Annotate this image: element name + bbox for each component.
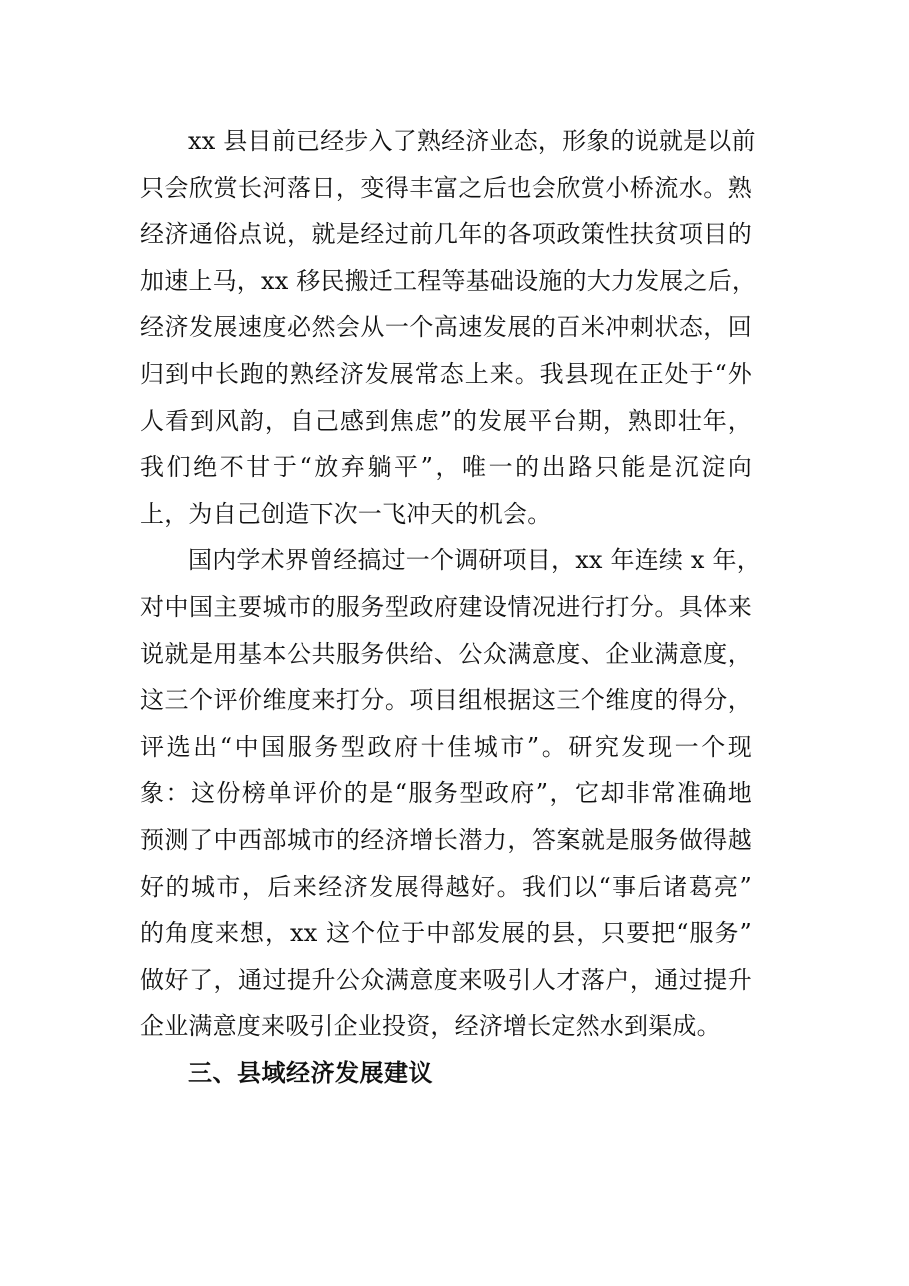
paragraph-line: 的角度来想，xx 这个位于中部发展的县，只要把“服务” bbox=[140, 919, 752, 948]
section-heading: 三、县域经济发展建议 bbox=[188, 1058, 433, 1087]
paragraph-line: 加速上马，xx 移民搬迁工程等基础设施的大力发展之后， bbox=[140, 266, 757, 295]
paragraph-line: 这三个评价维度来打分。项目组根据这三个维度的得分， bbox=[140, 686, 752, 715]
paragraph-2 bbox=[140, 537, 761, 1050]
document-body bbox=[140, 118, 761, 1104]
paragraph-line: 经济通俗点说，就是经过前几年的各项政策性扶贫项目的 bbox=[140, 220, 752, 249]
paragraph-line: 企业满意度来吸引企业投资，经济增长定然水到渠成。 bbox=[140, 1012, 721, 1041]
paragraph-line: 好的城市，后来经济发展得越好。我们以“事后诸葛亮” bbox=[140, 872, 752, 901]
paragraph-line: 只会欣赏长河落日，变得丰富之后也会欣赏小桥流水。熟 bbox=[140, 173, 752, 202]
paragraph-1 bbox=[140, 118, 757, 537]
paragraph-line: 经济发展速度必然会从一个高速发展的百米冲刺状态，回 bbox=[140, 313, 752, 342]
paragraph-line: 上，为自己创造下次一飞冲天的机会。 bbox=[140, 499, 552, 528]
paragraph-line: 我们绝不甘于“放弃躺平”，唯一的出路只能是沉淀向 bbox=[140, 453, 752, 482]
paragraph-line: 评选出“中国服务型政府十佳城市”。研究发现一个现 bbox=[140, 732, 752, 761]
paragraph-line: 归到中长跑的熟经济发展常态上来。我县现在正处于“外 bbox=[140, 359, 752, 388]
paragraph-line: 预测了中西部城市的经济增长潜力，答案就是服务做得越 bbox=[140, 825, 752, 854]
paragraph-line: 做好了，通过提升公众满意度来吸引人才落户，通过提升 bbox=[140, 965, 752, 994]
paragraph-line: xx 县目前已经步入了熟经济业态，形象的说就是以前 bbox=[188, 127, 756, 155]
paragraph-line: 对中国主要城市的服务型政府建设情况进行打分。具体来 bbox=[140, 592, 752, 621]
paragraph-line: 人看到风韵，自己感到焦虑”的发展平台期，熟即壮年， bbox=[140, 406, 752, 435]
paragraph-line: 国内学术界曾经搞过一个调研项目，xx 年连续 x 年， bbox=[188, 546, 761, 575]
paragraph-line: 象：这份榜单评价的是“服务型政府”，它却非常准确地 bbox=[140, 779, 752, 808]
paragraph-line: 说就是用基本公共服务供给、公众满意度、企业满意度， bbox=[140, 639, 752, 668]
